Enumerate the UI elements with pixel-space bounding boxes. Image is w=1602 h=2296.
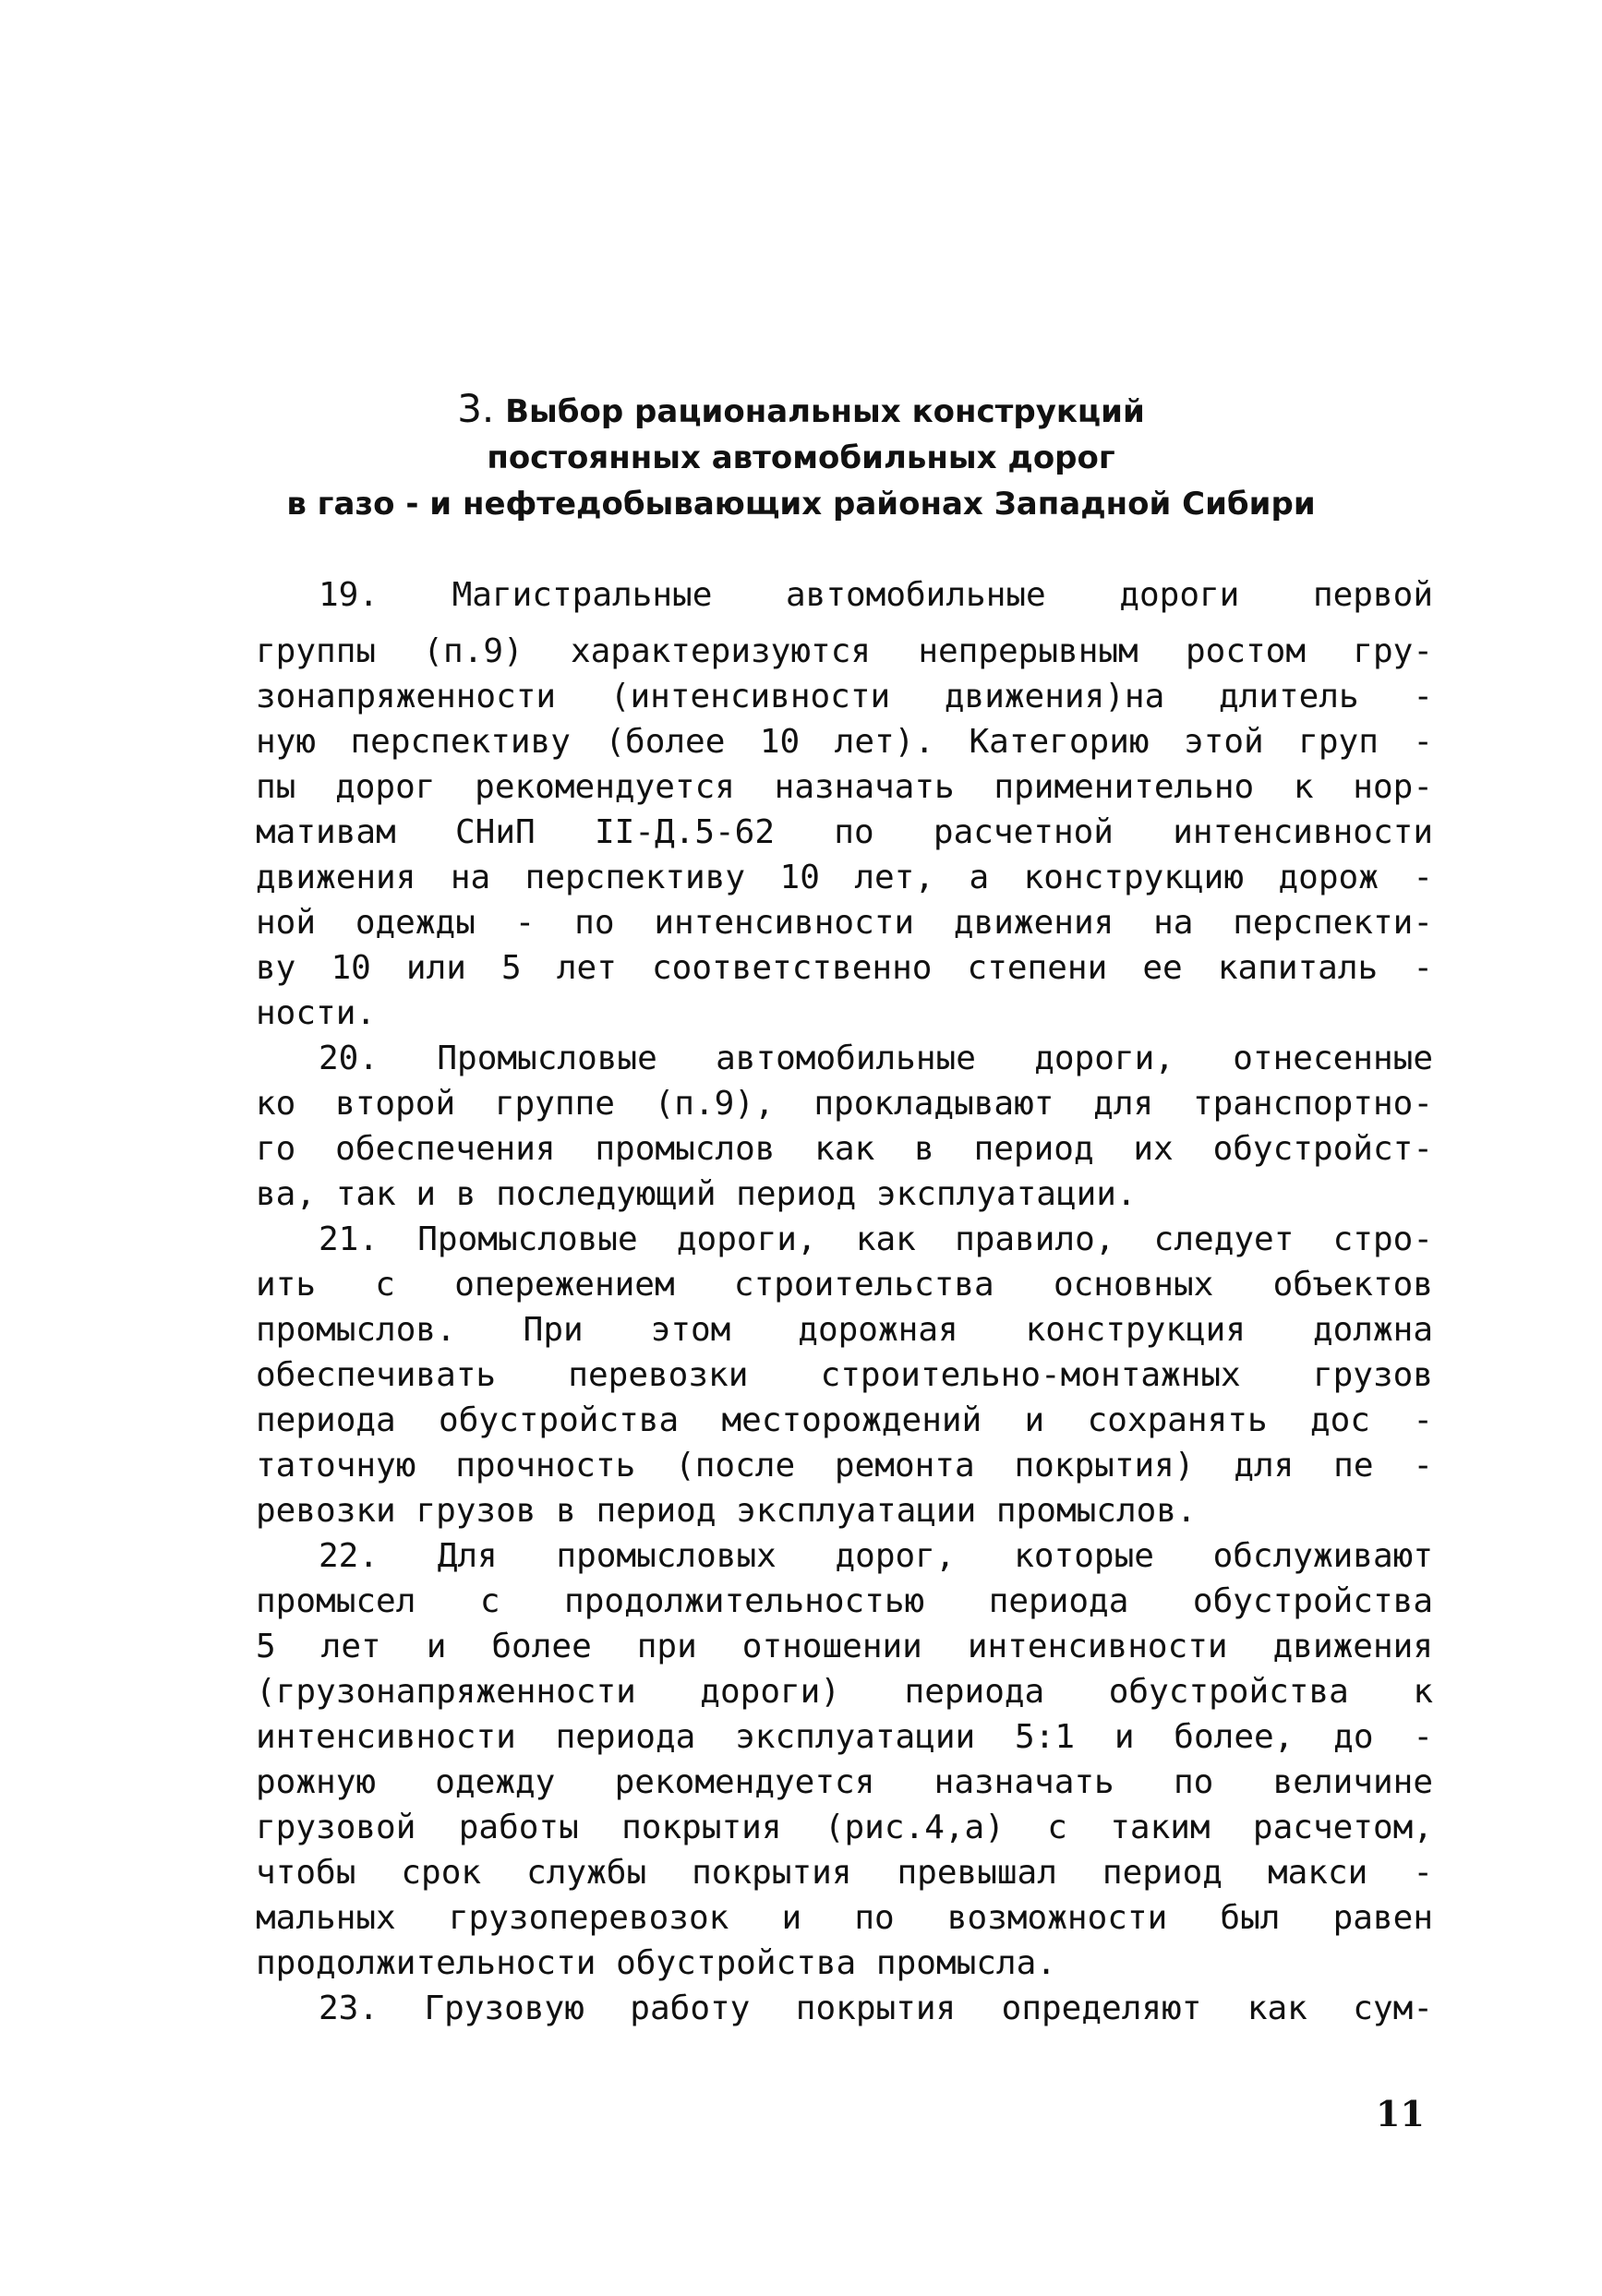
page-number: 11 — [1376, 2093, 1425, 2134]
text-line: грузовой работы покрытия (рис.4,а) с таким расчетом, — [256, 1809, 1433, 1846]
text-line: ревозки грузов в период эксплуатации промыслов. — [256, 1492, 1197, 1530]
text-line: 21. Промысловые дороги, как правило, следует стро- — [319, 1220, 1433, 1258]
text-line: пы дорог рекомендуется назначать применительно к нор- — [256, 768, 1433, 806]
text-line: ву 10 или 5 лет соответственно степени ее капиталь - — [256, 949, 1433, 987]
text-line: периода обустройства месторождений и сохранять дос - — [256, 1401, 1433, 1439]
text-line: промыслов. При этом дорожная конструкция должна — [256, 1311, 1433, 1349]
text-line: ко второй группе (п.9), прокладывают для транспортно- — [256, 1085, 1433, 1123]
text-line: мативам СНиП II-Д.5-62 по расчетной интенсивности — [256, 813, 1433, 851]
text-line: го обеспечения промыслов как в период их обустройст- — [256, 1130, 1433, 1168]
text-line: ить с опережением строительства основных объектов — [256, 1266, 1433, 1304]
text-line: таточную прочность (после ремонта покрытия) для пе - — [256, 1447, 1433, 1485]
text-line: мальных грузоперевозок и по возможности был равен — [256, 1899, 1433, 1937]
text-line: промысел с продолжительностью периода обустройства — [256, 1582, 1433, 1620]
text-line: группы (п.9) характеризуются непрерывным ростом гру- — [256, 632, 1433, 670]
text-line: 5 лет и более при отношении интенсивности движения — [256, 1628, 1433, 1665]
heading-line-2: постоянных автомобильных дорог — [487, 439, 1115, 476]
text-line: зонапряженности (интенсивности движения)на длитель - — [256, 678, 1433, 715]
text-line: ва, так и в последующий период эксплуатации. — [256, 1175, 1137, 1213]
text-line: ную перспективу (более 10 лет). Категорию этой груп - — [256, 723, 1433, 761]
text-line: движения на перспективу 10 лет, а конструкцию дорож - — [256, 859, 1433, 896]
text-line: 23. Грузовую работу покрытия определяют как сум- — [319, 1989, 1433, 2027]
text-line: чтобы срок службы покрытия превышал период макси - — [256, 1854, 1433, 1892]
text-line: 20. Промысловые автомобильные дороги, отнесенные — [319, 1040, 1433, 1077]
section-number: 3. — [457, 386, 495, 431]
text-line: рожную одежду рекомендуется назначать по величине — [256, 1763, 1433, 1801]
text-line: (грузонапряженности дороги) периода обустройства к — [256, 1673, 1433, 1711]
heading-line-3: в газо - и нефтедобывающих районах Западной Сибири — [286, 486, 1316, 523]
text-line: обеспечивать перевозки строительно-монтажных грузов — [256, 1356, 1433, 1394]
text-line: 22. Для промысловых дорог, которые обслуживают — [319, 1537, 1433, 1575]
text-line: 19. Магистральные автомобильные дороги первой — [319, 576, 1433, 614]
text-line: ности. — [256, 994, 377, 1032]
text-line: ной одежды - по интенсивности движения на перспекти- — [256, 904, 1433, 942]
text-line: продолжительности обустройства промысла. — [256, 1944, 1056, 1982]
text-line: интенсивности периода эксплуатации 5:1 и более, до - — [256, 1718, 1433, 1756]
heading-text-1: Выбор рациональных конструкций — [505, 393, 1145, 430]
